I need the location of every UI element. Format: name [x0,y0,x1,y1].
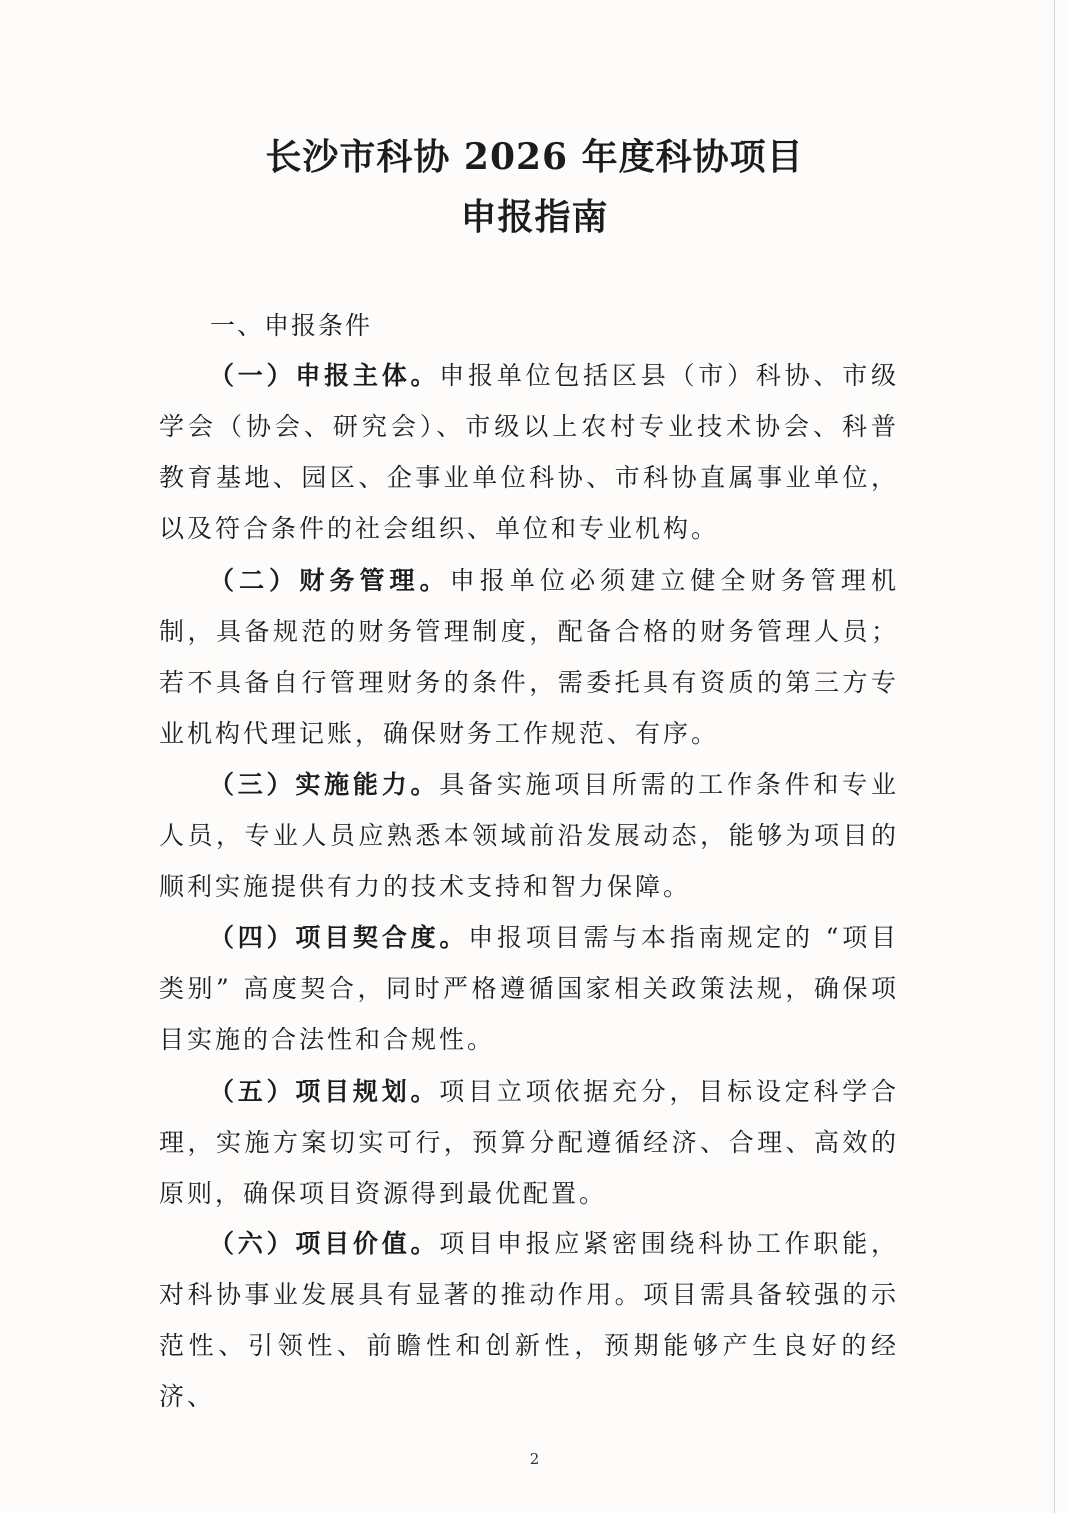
paragraph-body: 具备实施项目所需的工作条件和专业人员，专业人员应熟悉本领域前沿发展动态，能够为项目的顺利实施提供有力的技术支持和智力保障。 [159,770,899,901]
paragraph-body: 申报项目需与本指南规定的 “项目类别” 高度契合，同时严格遵循国家相关政策法规，确保项目实施的合法性和合规性。 [159,923,899,1054]
paragraph-body: 申报单位必须建立健全财务管理机制，具备规范的财务管理制度，配备合格的财务管理人员；若不具备自行管理财务的条件，需委托具有资质的第三方专业机构代理记账，确保财务工作规范、有序。 [159,566,899,748]
paragraph-body: 项目申报应紧密围绕科协工作职能，对科协事业发展具有显著的推动作用。项目需具备较强的示范性、引领性、前瞻性和创新性，预期能够产生良好的经济、 [159,1229,899,1411]
paragraph-lead: （五）项目规划。 [209,1077,440,1106]
paragraph-fit [159,912,899,1065]
paragraph-value [159,1218,899,1422]
paragraph-lead: （三）实施能力。 [209,770,440,799]
section-heading: 一、申报条件 [210,311,373,340]
paragraph-body: 项目立项依据充分，目标设定科学合理，实施方案切实可行，预算分配遵循经济、合理、高效的原则，确保项目资源得到最优配置。 [159,1077,899,1208]
paragraph-planning [159,1066,899,1219]
paragraph-lead: （四）项目契合度。 [209,923,469,952]
paragraph-applicant [159,350,899,554]
document-title-line-2: 申报指南 [460,196,609,238]
page-number: 2 [529,1450,540,1468]
paragraph-lead: （二）财务管理。 [209,566,450,595]
paragraph-lead: （一）申报主体。 [209,361,440,390]
paragraph-lead: （六）项目价值。 [209,1229,440,1258]
paragraph-capability [159,759,899,912]
paragraph-finance [159,555,899,759]
document-title-line-1: 长沙市科协 2026 年度科协项目 [265,136,804,178]
paragraph-body: 申报单位包括区县（市）科协、市级学会（协会、研究会）、市级以上农村专业技术协会、科普教育基地、园区、企事业单位科协、市科协直属事业单位，以及符合条件的社会组织、单位和专业机构。 [159,361,899,543]
